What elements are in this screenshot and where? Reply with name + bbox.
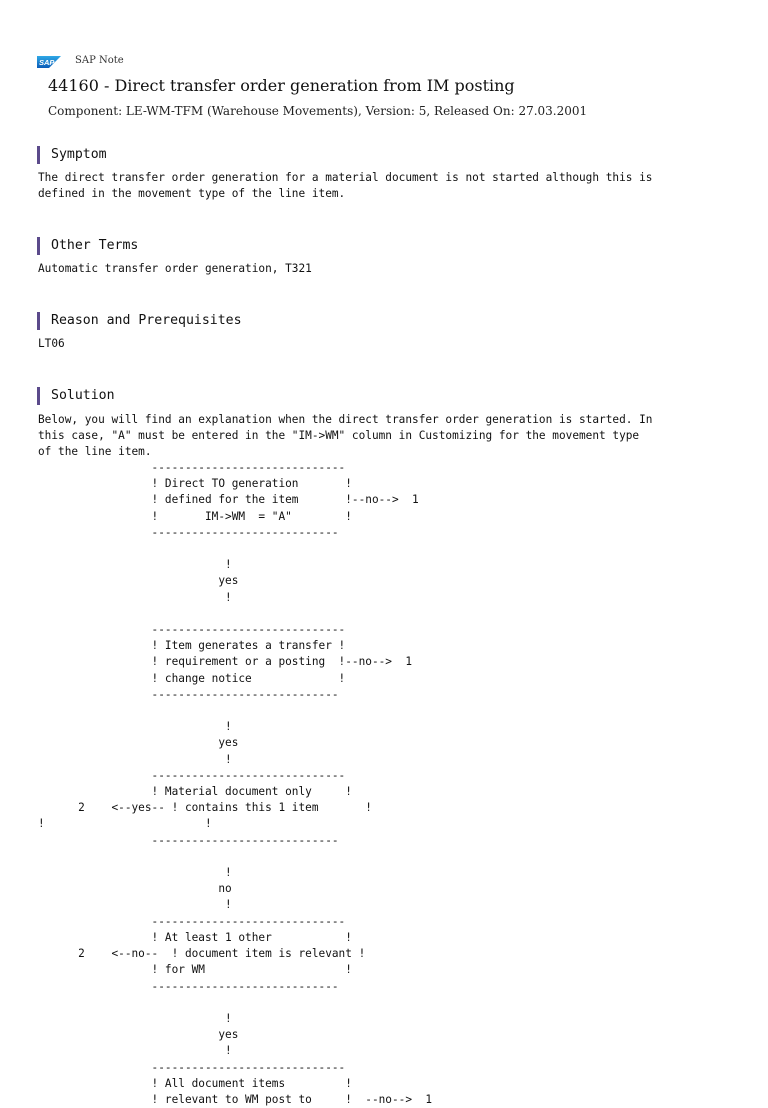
- other-terms-heading: Other Terms: [37, 237, 138, 255]
- reason-text: LT06: [38, 337, 65, 350]
- symptom-text: The direct transfer order generation for a material document is not started although this is defined in the movement type of the line item.: [38, 171, 653, 200]
- other-terms-text: Automatic transfer order generation, T321: [38, 262, 312, 275]
- note-type-label: SAP Note: [75, 55, 124, 66]
- solution-heading: Solution: [37, 387, 115, 405]
- page-title: 44160 - Direct transfer order generation from IM posting: [48, 76, 515, 95]
- sap-logo-text: SAP: [39, 58, 55, 67]
- reason-heading: Reason and Prerequisites: [37, 312, 242, 330]
- solution-flowchart: ----------------------------- ! Direct TO generation ! ! defined for the item !--no--> 1 ! IM->WM = "A" ! ---------------------------- ! yes ! ----------------------------- ! Item generates a transfer ! ! requirement or a posting !--no--> 1 ! change notice ! ---------------------------- ! yes ! ----------------------------- ! Material document only ! 2 <--yes-- ! contains this 1 item ! ! ! ---------------------------- ! no ! ----------------------------- ! At least 1 other ! 2 <--no-- ! document item is relevant ! ! for WM ! ---------------------------- ! yes ! ----------------------------- ! All document items ! ! relevant to WM post to ! --no--> 1: [38, 461, 433, 1106]
- symptom-heading: Symptom: [37, 146, 107, 164]
- solution-text: Below, you will find an explanation when the direct transfer order generation is started. In this case, "A" must be entered in the "IM->WM" column in Customizing for the movement type of the line item.: [38, 413, 653, 458]
- sap-logo-icon: [37, 56, 61, 68]
- component-info: Component: LE-WM-TFM (Warehouse Movements), Version: 5, Released On: 27.03.2001: [48, 104, 588, 118]
